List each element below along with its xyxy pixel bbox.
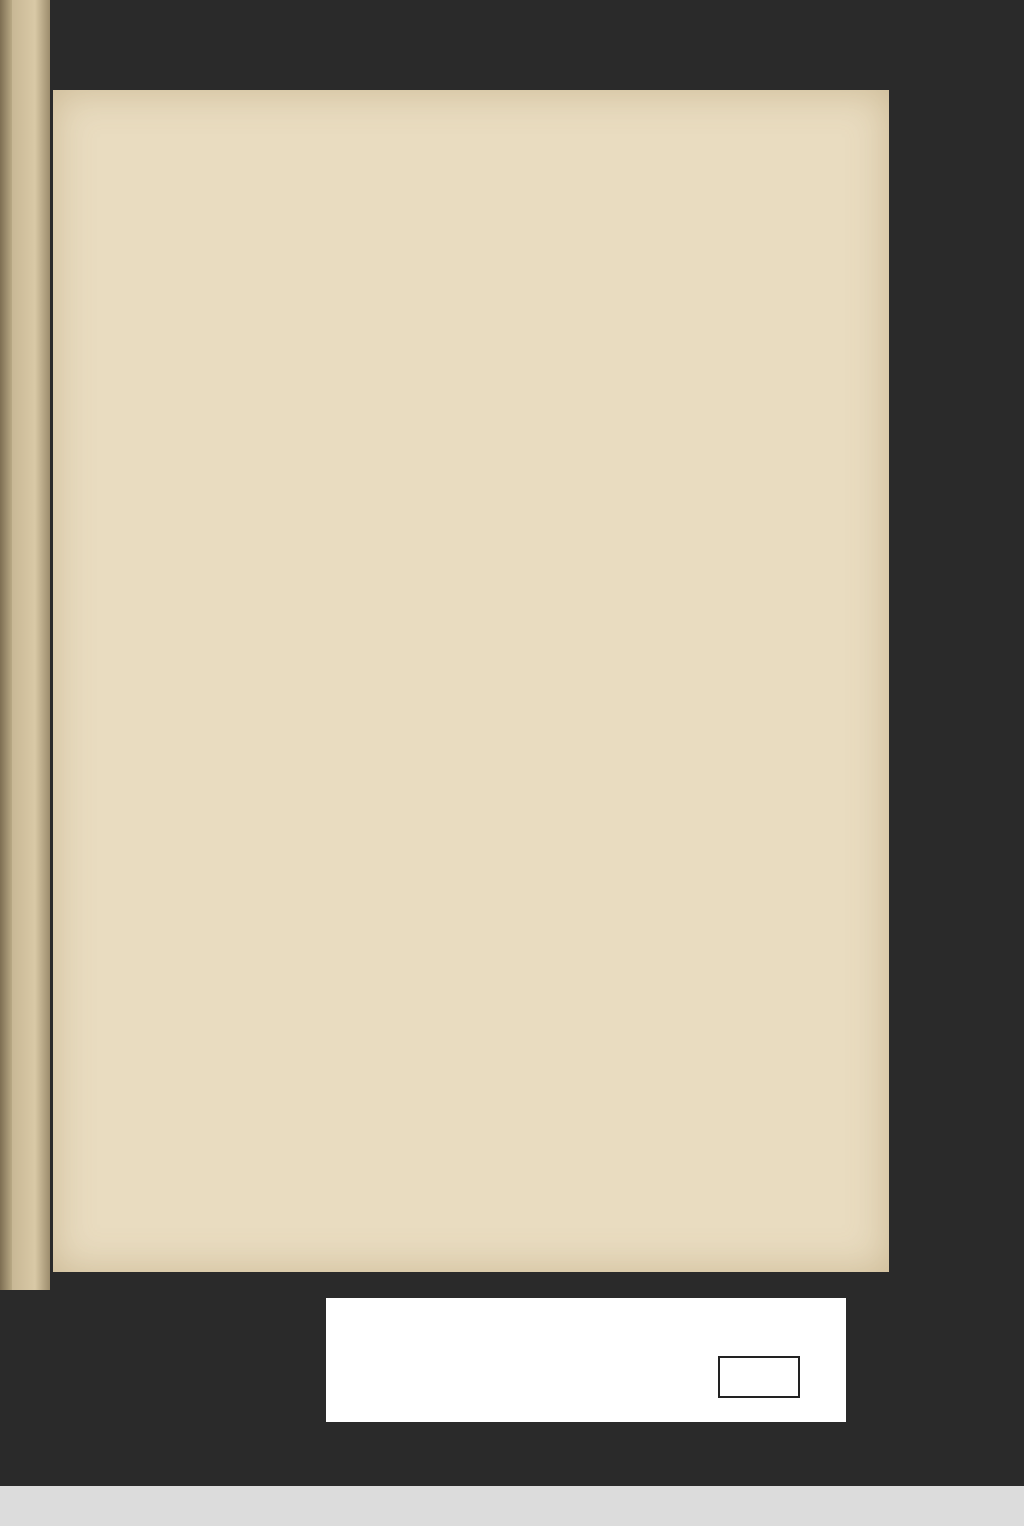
book-page [53, 90, 889, 1272]
book-binding-edge [0, 0, 12, 1290]
barcode-icon [4, 1492, 48, 1520]
gray-scale-swatch [718, 1356, 800, 1398]
scale-ruler [350, 1350, 602, 1394]
footer-bar [0, 1486, 1024, 1526]
left-page-edge [0, 0, 50, 1290]
color-calibration-card [326, 1298, 846, 1422]
